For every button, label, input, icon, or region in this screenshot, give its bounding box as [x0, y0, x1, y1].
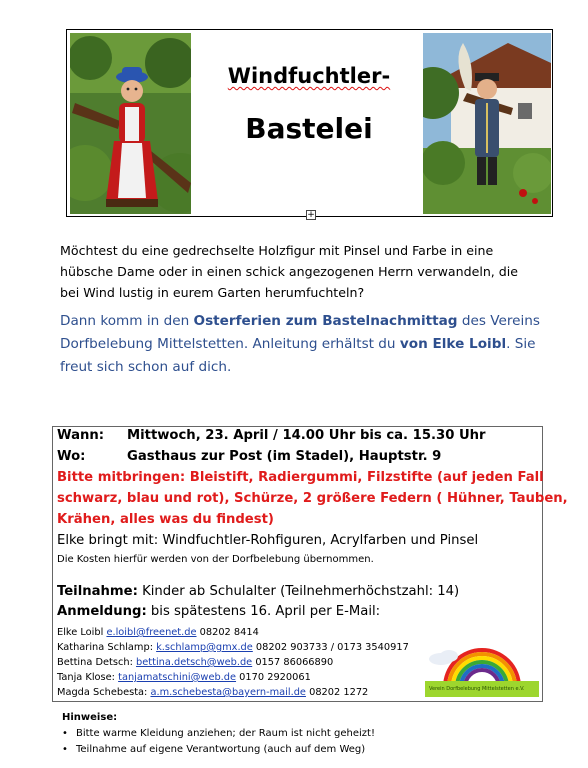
title-line-1: Windfuchtler-: [227, 64, 391, 88]
elke-brings: Elke bringt mit: Windfuchtler-Rohfiguren, Acrylfarben und Pinsel: [57, 533, 479, 548]
bring-line-2: schwarz, blau und rot), Schürze, 2 größere Federn ( Hühner, Tauben,: [57, 491, 568, 506]
costs-note: Die Kosten hierfür werden von der Dorfbelebung übernommen.: [57, 554, 374, 565]
bring-line-3: Krähen, alles was du findest): [57, 512, 274, 527]
email-link[interactable]: bettina.detsch@web.de: [136, 657, 253, 668]
participation-value: Kinder ab Schulalter (Teilnehmerhöchstzahl: 14): [137, 584, 460, 599]
contact-row: Bettina Detsch: bettina.detsch@web.de 0157 86066890: [57, 657, 334, 668]
contact-row: Katharina Schlamp: k.schlamp@gmx.de 08202 903733 / 0173 3540917: [57, 642, 409, 653]
photo-windfuchtler-man: [423, 33, 551, 214]
contact-row: Tanja Klose: tanjamatschini@web.de 0170 2920061: [57, 672, 311, 683]
where-row: [57, 449, 441, 464]
email-link[interactable]: a.m.schebesta@bayern-mail.de: [150, 687, 306, 698]
contact-row: Magda Schebesta: a.m.schebesta@bayern-mail.de 08202 1272: [57, 687, 369, 698]
bring-line-1: Bitte mitbringen: Bleistift, Radiergummi, Filzstifte (auf jeden Fall: [57, 470, 544, 485]
when-label: Wann:: [57, 428, 105, 443]
email-link[interactable]: tanjamatschini@web.de: [118, 672, 237, 683]
where-label: Wo:: [57, 449, 86, 464]
contact-row: Elke Loibl e.loibl@freenet.de 08202 8414: [57, 627, 259, 638]
where-value: Gasthaus zur Post (im Stadel), Hauptstr. 9: [127, 449, 442, 464]
when-row: [57, 428, 486, 443]
email-link[interactable]: e.loibl@freenet.de: [106, 627, 197, 638]
invitation-paragraph: Dann komm in den Osterferien zum Bastelnachmittag des Vereins Dorfbelebung Mittelstetten. Anleitung erhältst du von Elke Loibl. Sie freut sich schon auf dich.: [60, 313, 540, 375]
logo-text: Verein Dorfbelebung Mittelstetten e.V.: [429, 686, 525, 692]
registration-row: [57, 604, 380, 619]
registration-label: Anmeldung:: [57, 604, 147, 619]
participation-row: [57, 584, 459, 599]
photo-windfuchtler-lady: [70, 33, 191, 214]
note-item: • Teilnahme auf eigene Verantwortung (auch auf dem Weg): [62, 744, 366, 755]
participation-label: Teilnahme:: [57, 584, 138, 599]
email-link[interactable]: k.schlamp@gmx.de: [156, 642, 253, 653]
rainbow-logo: [425, 637, 539, 697]
notes-title: Hinweise:: [62, 712, 118, 723]
title-line-2: Bastelei: [245, 112, 373, 145]
intro-paragraph: Möchtest du eine gedrechselte Holzfigur mit Pinsel und Farbe in eine hübsche Dame oder in einen schick angezogenen Herrn verwandeln, die bei Wind lustig in eurem Garten herumfuchteln?: [60, 243, 519, 300]
registration-value: bis spätestens 16. April per E-Mail:: [146, 604, 381, 619]
note-item: • Bitte warme Kleidung anziehen; der Raum ist nicht geheizt!: [62, 728, 375, 739]
when-value: Mittwoch, 23. April / 14.00 Uhr bis ca. 15.30 Uhr: [127, 428, 486, 443]
table-move-handle-icon[interactable]: +: [307, 210, 315, 220]
